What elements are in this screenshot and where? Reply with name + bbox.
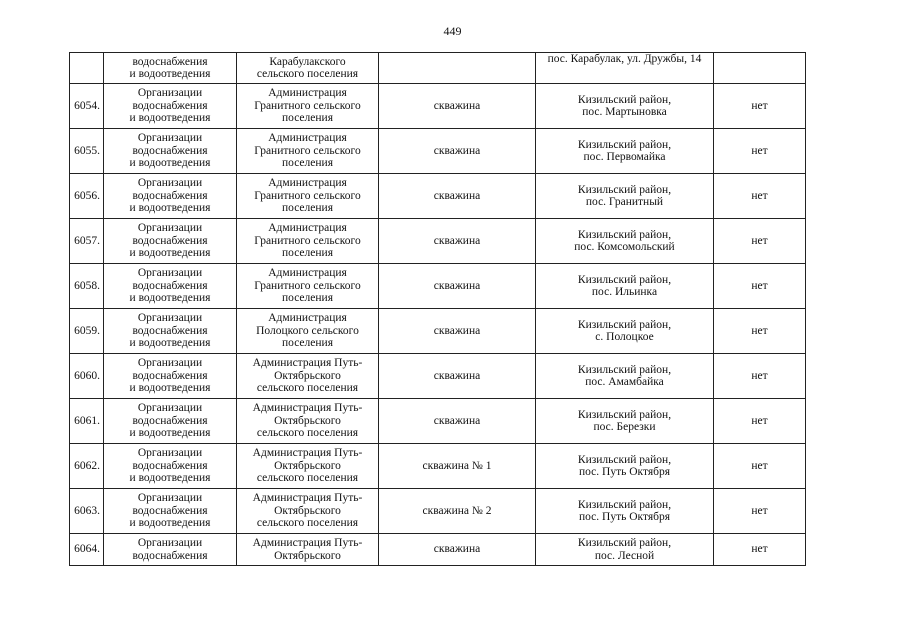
organization-cell-line: и водоотведения [129, 292, 211, 305]
address-cell-line: пос. Комсомольский [574, 241, 675, 253]
address-cell [536, 354, 714, 399]
administration-cell-line: сельского поселения [256, 472, 359, 485]
organization-cell-line: водоснабжения [132, 279, 208, 292]
organization-cell [104, 174, 237, 219]
address-cell-line: Кизильский район, [577, 93, 672, 106]
organization-cell-line: и водоотведения [129, 157, 211, 170]
organization-cell [104, 219, 237, 264]
object-cell: скважина [379, 534, 536, 566]
administration-cell [237, 354, 379, 399]
organization-cell-line: Организации [137, 447, 203, 460]
organization-cell-line: Организации [137, 177, 203, 190]
organization-cell-line: водоснабжения [132, 144, 208, 157]
row-number: 6054. [70, 84, 104, 129]
address-cell [536, 129, 714, 174]
organization-cell-line: водоснабжения [132, 324, 208, 337]
administration-cell-line: Гранитного сельского [254, 189, 361, 202]
row-number: 6058. [70, 264, 104, 309]
organization-cell [104, 534, 237, 566]
address-cell [536, 444, 714, 489]
administration-cell [237, 84, 379, 129]
address-cell-line: Кизильский район, [577, 453, 672, 466]
table-row [70, 489, 806, 534]
organization-cell [104, 399, 237, 444]
object-cell: скважина [379, 84, 536, 129]
administration-cell-line: поселения [282, 112, 333, 125]
administration-cell-line: Полоцкого сельского [256, 324, 359, 337]
administration-cell [237, 489, 379, 534]
address-cell-line: Кизильский район, [577, 498, 672, 511]
administration-cell-line: Октябрьского [274, 369, 341, 382]
administration-cell-line: Администрация Путь- [252, 357, 363, 370]
address-cell-line: пос. Путь Октября [578, 511, 671, 523]
table-row [70, 174, 806, 219]
status-cell: нет [714, 309, 806, 354]
address-cell [536, 264, 714, 309]
object-cell: скважина [379, 354, 536, 399]
administration-cell-line: Гранитного сельского [254, 279, 361, 292]
object-cell: скважина [379, 264, 536, 309]
organization-cell [104, 489, 237, 534]
status-cell: нет [714, 129, 806, 174]
administration-cell [237, 129, 379, 174]
address-cell-line: Кизильский район, [577, 537, 672, 549]
address-cell [536, 309, 714, 354]
address-cell-line: пос. Амамбайка [585, 376, 664, 388]
address-cell-line: Кизильский район, [577, 408, 672, 421]
administration-cell-line: поселения [282, 337, 333, 350]
address-cell [536, 84, 714, 129]
object-cell: скважина [379, 399, 536, 444]
status-cell: нет [714, 444, 806, 489]
address-cell [536, 53, 714, 84]
administration-cell-line: Октябрьского [274, 504, 341, 517]
administration-cell-line: поселения [282, 247, 333, 260]
row-number: 6059. [70, 309, 104, 354]
object-cell: скважина № 1 [379, 444, 536, 489]
row-number: 6060. [70, 354, 104, 399]
status-cell: нет [714, 84, 806, 129]
table-row [70, 219, 806, 264]
address-cell [536, 534, 714, 566]
address-cell-line: пос. Мартыновка [582, 106, 667, 118]
address-cell [536, 489, 714, 534]
row-number: 6061. [70, 399, 104, 444]
organization-cell-line: и водоотведения [129, 247, 211, 260]
administration-cell-line: Администрация [268, 87, 347, 100]
administration-cell [237, 309, 379, 354]
organization-cell-line: Организации [137, 312, 203, 325]
organization-cell-line: водоснабжения [132, 55, 208, 68]
table-row [70, 129, 806, 174]
administration-cell-line: Гранитного сельского [254, 234, 361, 247]
object-cell: скважина [379, 219, 536, 264]
organization-cell-line: и водоотведения [129, 202, 211, 215]
organization-cell-line: Организации [137, 87, 203, 100]
row-number: 6056. [70, 174, 104, 219]
organization-cell-line: и водоотведения [129, 112, 211, 125]
administration-cell [237, 534, 379, 566]
object-cell: скважина [379, 174, 536, 219]
status-cell: нет [714, 534, 806, 566]
organization-cell-line: Организации [137, 492, 203, 505]
address-cell-line: пос. Ильинка [591, 286, 658, 298]
administration-cell-line: Администрация [268, 132, 347, 145]
administration-cell-line: Администрация [268, 177, 347, 190]
address-cell [536, 219, 714, 264]
table-row [70, 399, 806, 444]
administration-cell [237, 399, 379, 444]
administration-cell [237, 174, 379, 219]
address-cell-line: Кизильский район, [577, 363, 672, 376]
administration-cell-line: Гранитного сельского [254, 144, 361, 157]
status-cell: нет [714, 219, 806, 264]
organization-cell-line: водоснабжения [132, 549, 208, 562]
administration-cell-line: сельского поселения [256, 427, 359, 440]
organization-cell-line: Организации [137, 402, 203, 415]
status-cell: нет [714, 354, 806, 399]
organization-cell-line: водоснабжения [132, 459, 208, 472]
status-cell: нет [714, 489, 806, 534]
address-cell-line: пос. Лесной [594, 549, 655, 562]
administration-cell-line: сельского поселения [256, 382, 359, 395]
administration-cell-line: Администрация Путь- [252, 402, 363, 415]
administration-cell-line: Администрация [268, 222, 347, 235]
registry-table [69, 52, 806, 566]
row-number: 6055. [70, 129, 104, 174]
status-cell: нет [714, 264, 806, 309]
address-cell-line: пос. Карабулак, ул. Дружбы, 14 [547, 53, 702, 65]
administration-cell [237, 264, 379, 309]
organization-cell-line: Организации [137, 537, 203, 549]
organization-cell [104, 129, 237, 174]
administration-cell-line: Администрация Путь- [252, 537, 363, 549]
registry-table-body [70, 53, 806, 566]
administration-cell [237, 53, 379, 84]
organization-cell [104, 444, 237, 489]
address-cell-line: Кизильский район, [577, 318, 672, 331]
row-number: 6062. [70, 444, 104, 489]
administration-cell-line: Администрация Путь- [252, 492, 363, 505]
organization-cell-line: и водоотведения [129, 68, 211, 80]
status-cell: нет [714, 174, 806, 219]
organization-cell-line: и водоотведения [129, 472, 211, 485]
table-row [70, 84, 806, 129]
organization-cell-line: и водоотведения [129, 337, 211, 350]
organization-cell [104, 264, 237, 309]
administration-cell-line: Октябрьского [274, 549, 341, 562]
organization-cell [104, 354, 237, 399]
table-row-continuation [70, 53, 806, 84]
organization-cell-line: Организации [137, 267, 203, 280]
administration-cell-line: Администрация [268, 267, 347, 280]
address-cell-line: пос. Путь Октября [578, 466, 671, 478]
administration-cell-line: Администрация Путь- [252, 447, 363, 460]
organization-cell [104, 53, 237, 84]
administration-cell-line: Карабулакского [269, 55, 346, 68]
row-number [70, 53, 104, 84]
organization-cell-line: Организации [137, 357, 203, 370]
address-cell [536, 174, 714, 219]
address-cell-line: Кизильский район, [577, 138, 672, 151]
administration-cell-line: Октябрьского [274, 459, 341, 472]
organization-cell-line: водоснабжения [132, 99, 208, 112]
status-cell [714, 53, 806, 84]
address-cell-line: пос. Гранитный [585, 196, 664, 208]
object-cell: скважина № 2 [379, 489, 536, 534]
administration-cell-line: сельского поселения [256, 517, 359, 530]
status-cell: нет [714, 399, 806, 444]
address-cell-line: Кизильский район, [577, 228, 672, 241]
administration-cell-line: Октябрьского [274, 414, 341, 427]
administration-cell-line: поселения [282, 292, 333, 305]
organization-cell-line: водоснабжения [132, 234, 208, 247]
object-cell: скважина [379, 129, 536, 174]
address-cell-line: Кизильский район, [577, 183, 672, 196]
object-cell [379, 53, 536, 84]
organization-cell [104, 84, 237, 129]
organization-cell-line: и водоотведения [129, 382, 211, 395]
table-row [70, 534, 806, 566]
organization-cell-line: Организации [137, 222, 203, 235]
organization-cell-line: водоснабжения [132, 414, 208, 427]
address-cell [536, 399, 714, 444]
row-number: 6057. [70, 219, 104, 264]
administration-cell-line: сельского поселения [256, 68, 359, 80]
row-number: 6063. [70, 489, 104, 534]
organization-cell [104, 309, 237, 354]
page-number: 449 [443, 24, 462, 38]
address-cell-line: с. Полоцкое [595, 331, 654, 343]
row-number: 6064. [70, 534, 104, 566]
administration-cell-line: Администрация [268, 312, 347, 325]
object-cell: скважина [379, 309, 536, 354]
administration-cell [237, 444, 379, 489]
organization-cell-line: Организации [137, 132, 203, 145]
address-cell-line: Кизильский район, [577, 273, 672, 286]
organization-cell-line: и водоотведения [129, 427, 211, 440]
table-row [70, 264, 806, 309]
organization-cell-line: и водоотведения [129, 517, 211, 530]
address-cell-line: пос. Первомайка [583, 151, 666, 163]
organization-cell-line: водоснабжения [132, 189, 208, 202]
administration-cell-line: поселения [282, 202, 333, 215]
organization-cell-line: водоснабжения [132, 504, 208, 517]
administration-cell-line: поселения [282, 157, 333, 170]
administration-cell-line: Гранитного сельского [254, 99, 361, 112]
table-row [70, 444, 806, 489]
table-row [70, 309, 806, 354]
organization-cell-line: водоснабжения [132, 369, 208, 382]
administration-cell [237, 219, 379, 264]
address-cell-line: пос. Березки [593, 421, 656, 433]
table-row [70, 354, 806, 399]
